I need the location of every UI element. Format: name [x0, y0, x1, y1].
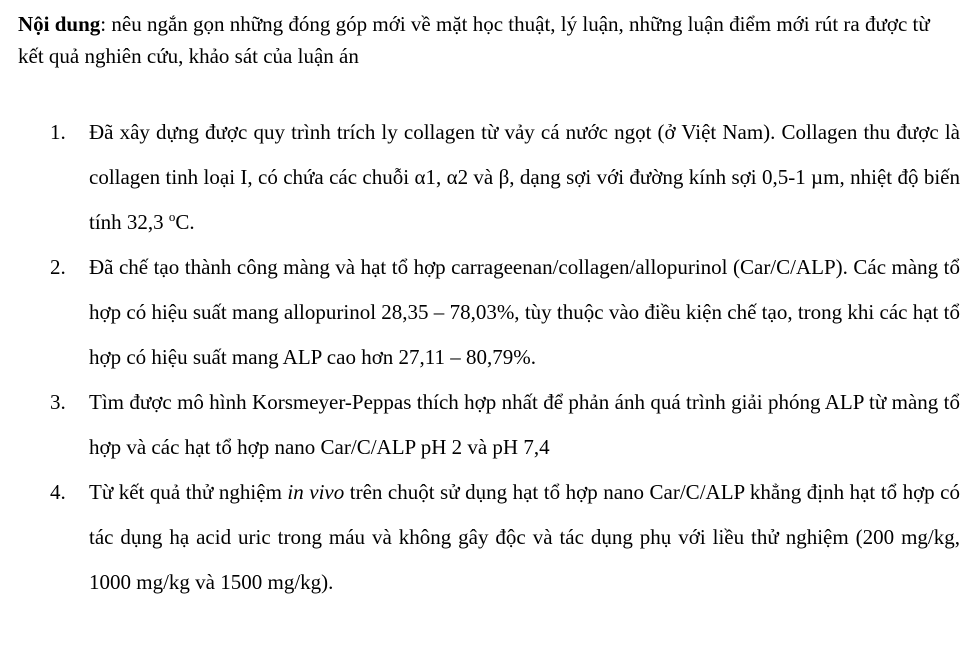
intro-text: : nêu ngắn gọn những đóng góp mới về mặt học thuật, lý luận, những luận điểm mới rút ra được từ kết quả nghiên cứu, khảo sát của luận án [18, 12, 930, 68]
list-item-number: 3. [50, 390, 66, 414]
list-item [18, 470, 960, 605]
list-item-text: Từ kết quả thử nghiệm [89, 480, 288, 504]
list-item [18, 110, 960, 245]
list-item [18, 245, 960, 380]
list-item-italic-text: in vivo [287, 480, 345, 504]
list-item-text: Đã xây dựng được quy trình trích ly collagen từ vảy cá nước ngọt (ở Việt Nam). Collagen thu được là collagen tinh loại I, có chứa các chuỗi α1, α2 và β, dạng sợi với đường kính sợi 0,5-1 µm, nhiệt độ biến tính 32,3 [89, 120, 960, 234]
list-item-text-post: trên chuột sử dụng hạt tổ hợp nano Car/C/ALP khẳng định hạt tổ hợp có tác dụng hạ acid uric trong máu và không gây độc và tác dụng phụ với liều thử nghiệm (200 mg/kg, 1000 mg/kg và 1500 mg/kg). [89, 480, 961, 594]
intro-label: Nội dung [18, 12, 101, 36]
list-item-text: Tìm được mô hình Korsmeyer-Peppas thích hợp nhất để phản ánh quá trình giải phóng ALP từ màng tổ hợp và các hạt tổ hợp nano Car/C/ALP pH 2 và pH 7,4 [89, 390, 960, 459]
list-item-text-tail: C. [175, 210, 195, 234]
degree-superscript: o [168, 209, 176, 224]
list-item-number: 2. [50, 255, 66, 279]
list-item [18, 380, 960, 470]
list-item-text: Đã chế tạo thành công màng và hạt tổ hợp carrageenan/collagen/allopurinol (Car/C/ALP). Các màng tổ hợp có hiệu suất mang allopurinol 28,35 – 78,03%, tùy thuộc vào điều kiện chế tạo, trong khi các hạt tổ hợp có hiệu suất mang ALP cao hơn 27,11 – 80,79%. [89, 255, 960, 369]
list-item-number: 1. [50, 120, 66, 144]
intro-paragraph [18, 8, 960, 72]
contribution-list [18, 110, 960, 605]
list-item-number: 4. [50, 480, 66, 504]
document [18, 8, 960, 605]
